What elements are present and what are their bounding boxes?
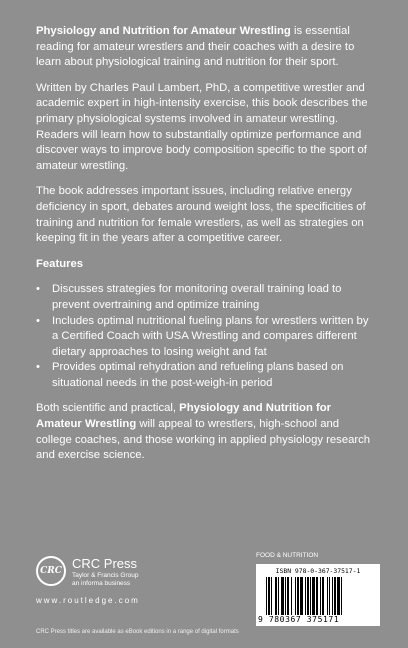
feature-item: • Discusses strategies for monitoring overall training load to prevent overtraining and optimize training xyxy=(36,282,372,313)
publisher-logo xyxy=(36,556,216,616)
features-heading: Features xyxy=(36,257,84,270)
intro-paragraph xyxy=(36,24,372,71)
feature-item: • Includes optimal nutritional fueling plans for wrestlers written by a Certified Coach with USA Wrestling and compares different dietary approaches to losing weight and fat xyxy=(36,314,372,361)
features-list xyxy=(36,282,372,391)
crc-logo-icon: CRC xyxy=(36,556,66,586)
publisher-business: an informa business xyxy=(72,580,131,587)
barcode-icon xyxy=(266,577,370,615)
publisher-name: CRC Press xyxy=(72,556,138,571)
closing-title: Physiology and Nutrition for Amateur Wrestling xyxy=(36,402,332,431)
publisher-url[interactable]: www.routledge.com xyxy=(36,596,140,605)
issues-paragraph: The book addresses important issues, including relative energy deficiency in sport, debates around weight loss, the specificities of training and nutrition for female wrestlers, as well as strategies on keeping fit in the years after a competitive career. xyxy=(36,185,366,245)
ebook-footnote: CRC Press titles are available as eBook editions in a range of digital formats xyxy=(36,629,239,635)
isbn-label: ISBN 978-0-367-37517-1 xyxy=(275,567,361,575)
category-label: FOOD & NUTRITION xyxy=(256,552,319,559)
feature-item: • Provides optimal rehydration and refueling plans based on situational needs in the post-weigh-in period xyxy=(36,360,372,391)
intro-title: Physiology and Nutrition for Amateur Wrestling xyxy=(36,25,291,37)
isbn-digits: 9 780367 375171 xyxy=(258,615,340,624)
closing-paragraph xyxy=(36,401,372,463)
publisher-group: Taylor & Francis Group xyxy=(72,572,139,579)
author-paragraph: Written by Charles Paul Lambert, PhD, a competitive wrestler and academic expert in high-intensity exercise, this book describes the primary physiological systems involved in amateur wrestling. Readers will learn how to substantially optimize performance and discover ways to improve body composition specific to the sport of amateur wrestling. xyxy=(36,81,368,172)
intro-text: is essential reading for amateur wrestlers and their coaches with a desire to learn about physiological training and nutrition for their sport. xyxy=(36,25,355,69)
closing-pre: Both scientific and practical, xyxy=(36,402,180,415)
isbn-barcode xyxy=(256,564,380,626)
closing-post: will appeal to wrestlers, high-school and college coaches, and those working in applied physiology research and exercise science. xyxy=(36,418,371,462)
back-cover-text xyxy=(36,24,372,474)
